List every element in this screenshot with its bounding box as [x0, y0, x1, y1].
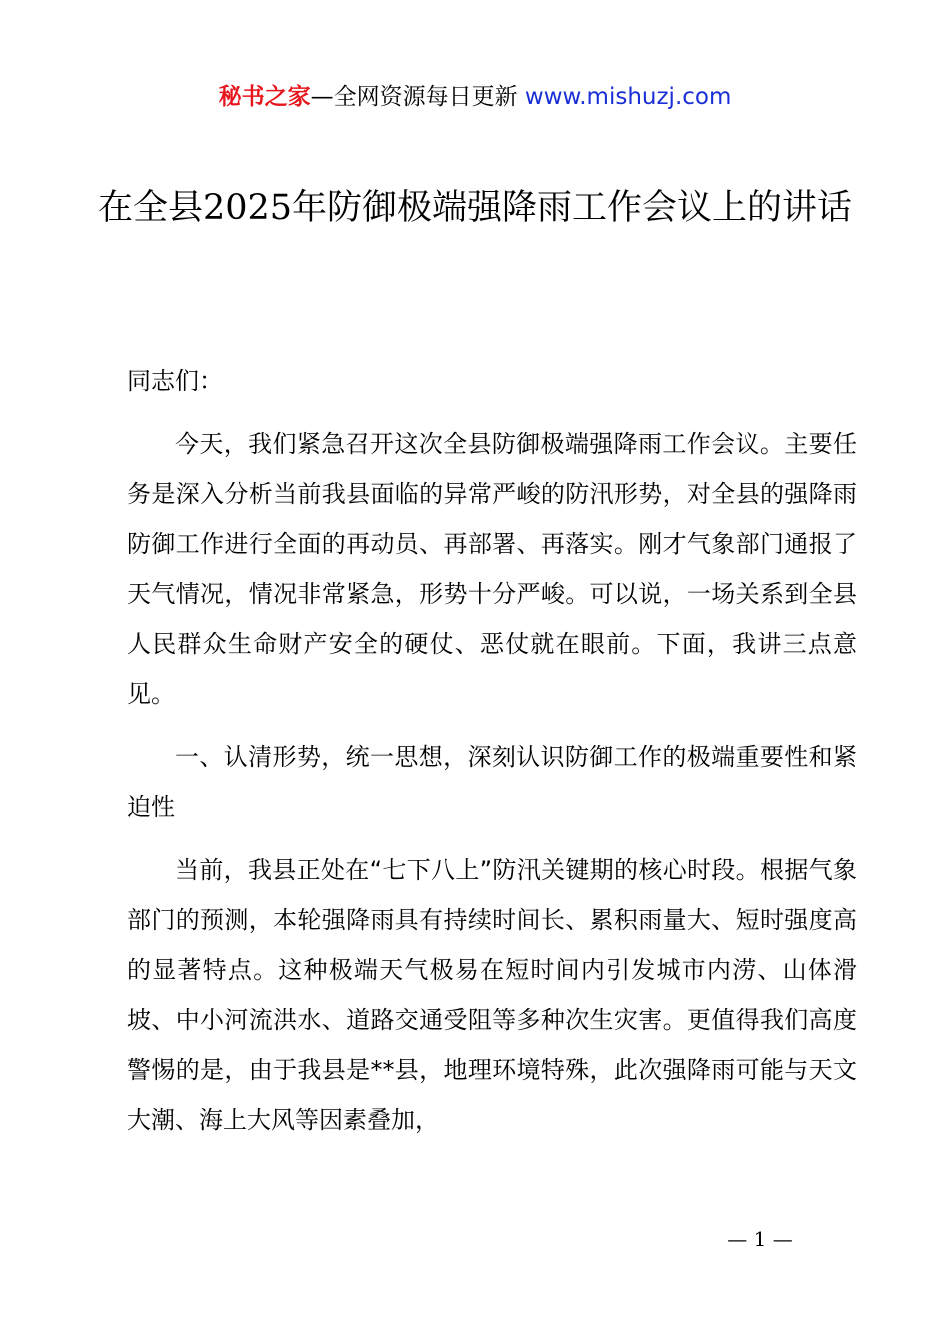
paragraph-intro: 今天，我们紧急召开这次全县防御极端强降雨工作会议。主要任务是深入分析当前我县面临的异常严峻的防汛形势，对全县的强降雨防御工作进行全面的再动员、再部署、再落实。刚才气象部门通报了天气情况，情况非常紧急，形势十分严峻。可以说，一场关系到全县人民群众生命财产安全的硬仗、恶仗就在眼前。下面，我讲三点意见。	[127, 430, 857, 708]
document-title: 在全县2025年防御极端强降雨工作会议上的讲话	[97, 188, 853, 228]
document-body	[127, 356, 857, 1158]
paragraph-situation: 当前，我县正处在“七下八上”防汛关键期的核心时段。根据气象部门的预测，本轮强降雨具有持续时间长、累积雨量大、短时强度高的显著特点。这种极端天气极易在短时间内引发城市内涝、山体滑坡、中小河流洪水、道路交通受阻等多种次生灾害。更值得我们高度警惕的是，由于我县是**县，地理环境特殊，此次强降雨可能与天文大潮、海上大风等因素叠加，	[127, 856, 857, 1134]
section-heading-1: 一、认清形势，统一思想，深刻认识防御工作的极端重要性和紧迫性	[127, 743, 857, 821]
header-tagline: —全网资源每日更新	[310, 84, 525, 110]
greeting: 同志们：	[127, 367, 223, 395]
site-url-link[interactable]: www.mishuzj.com	[524, 84, 732, 110]
site-header	[0, 80, 950, 114]
page-number: — 1 —	[727, 1227, 793, 1251]
brand-name: 秘书之家	[218, 84, 311, 110]
